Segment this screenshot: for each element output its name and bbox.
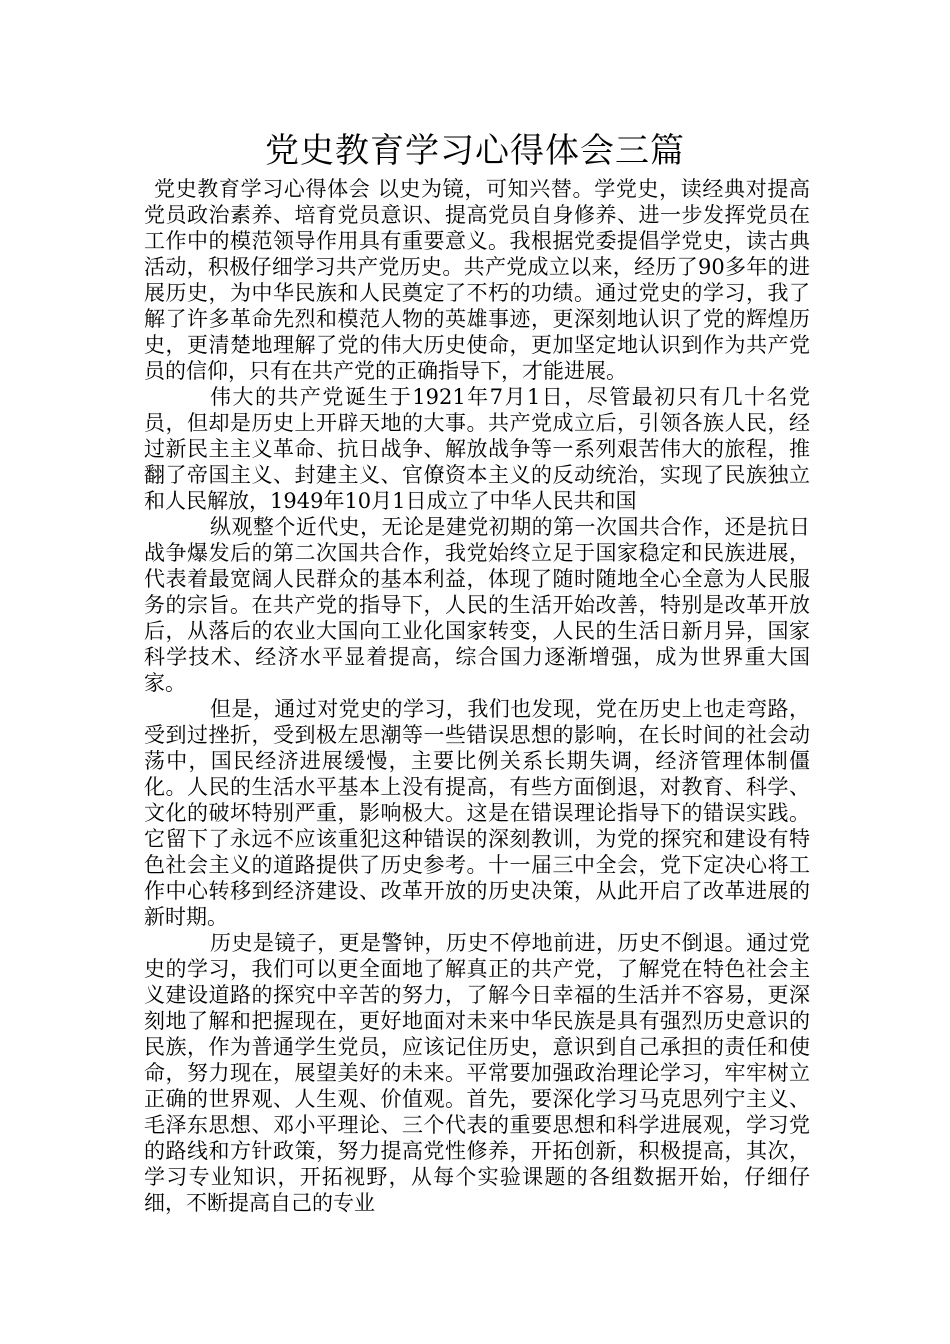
paragraph-5: 历史是镜子，更是警钟，历史不停地前进，历史不倒退。通过党史的学习，我们可以更全面地了解真正的共产党，了解党在特色社会主义建设道路的探究中辛苦的努力，了解今日幸福的生活并不容易，更深刻地了解和把握现在，更好地面对未来中华民族是具有强烈历史意识的民族，作为普通学生党员，应该记住历史，意识到自己承担的责任和使命，努力现在，展望美好的未来。平常要加强政治理论学习，牢牢树立正确的世界观、人生观、价值观。首先，要深化学习马克思列宁主义、毛泽东思想、邓小平理论、三个代表的重要思想和科学进展观，学习党的路线和方针政策，努力提高党性修养，开拓创新，积极提高，其次，学习专业知识，开拓视野，从每个实验课题的各组数据开始，仔细仔细，不断提高自己的专业 — [144, 931, 810, 1215]
paragraph-2: 伟大的共产党诞生于1921年7月1日，尽管最初只有几十名党员，但却是历史上开辟天地的大事。共产党成立后，引领各族人民，经过新民主主义革命、抗日战争、解放战争等一系列艰苦伟大的旅程，推翻了帝国主义、封建主义、官僚资本主义的反动统治，实现了民族独立和人民解放，1949年10月1日成立了中华人民共和国 — [144, 385, 810, 513]
paragraph-1: 党史教育学习心得体会 以史为镜，可知兴替。学党史，读经典对提高党员政治素养、培育党员意识、提高党员自身修养、进一步发挥党员在工作中的模范领导作用具有重要意义。我根据党委提倡学党史，读古典活动，积极仔细学习共产党历史。共产党成立以来，经历了90多年的进展历史，为中华民族和人民奠定了不朽的功绩。通过党史的学习，我了解了许多革命先烈和模范人物的英雄事迹，更深刻地认识了党的辉煌历史，更清楚地理解了党的伟大历史使命，更加坚定地认识到作为共产党员的信仰，只有在共产党的正确指导下，才能进展。 — [144, 177, 810, 383]
paragraph-4: 但是，通过对党史的学习，我们也发现，党在历史上也走弯路，受到过挫折，受到极左思潮等一些错误思想的影响，在长时间的社会动荡中，国民经济进展缓慢，主要比例关系长期失调，经济管理体制僵化。人民的生活水平基本上没有提高，有些方面倒退，对教育、科学、文化的破坏特别严重，影响极大。这是在错误理论指导下的错误实践。它留下了永远不应该重犯这种错误的深刻教训，为党的探究和建设有特色社会主义的道路提供了历史参考。十一届三中全会，党下定决心将工作中心转移到经济建设、改革开放的历史决策，从此开启了改革进展的新时期。 — [144, 697, 810, 929]
page-title: 党史教育学习心得体会三篇 — [265, 131, 685, 171]
paragraph-3: 纵观整个近代史，无论是建党初期的第一次国共合作，还是抗日战争爆发后的第二次国共合作，我党始终立足于国家稳定和民族进展，代表着最宽阔人民群众的基本利益，体现了随时随地全心全意为人民服务的宗旨。在共产党的指导下，人民的生活开始改善，特别是改革开放后，从落后的农业大国向工业化国家转变，人民的生活日新月异，国家科学技术、经济水平显着提高，综合国力逐渐增强，成为世界重大国家。 — [144, 515, 810, 695]
document-body — [144, 176, 810, 1216]
